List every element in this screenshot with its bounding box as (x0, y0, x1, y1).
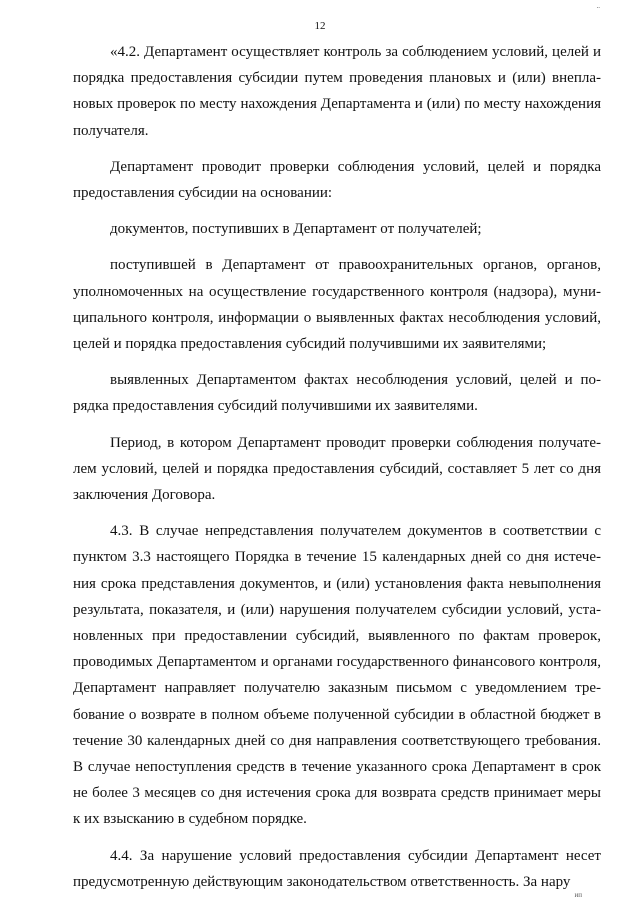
paragraph-inspection-basis: Департамент проводит проверки соблюдения условий, целей и порядка предоставления субсидии на основании: (73, 158, 601, 202)
paragraph-basis-information: поступившей в Департамент от правоохранительных органов, органов, уполномоченных на осуществление государственного контроля (надзора), муниципального контроля, информации о выявленных фактах несоблюдения условий, целей и порядка предоставления субсидий получившими их заявителями; (73, 257, 601, 353)
paragraph-4-4: 4.4. За нарушение условий предоставления субсидии Департамент несет предусмотренную действующим законодательством ответственность. За нару (73, 847, 601, 890)
paragraph-basis-identified-facts: выявленных Департаментом фактах несоблюдения условий, целей и порядка предоставления субсидий получившими их заявителями. (73, 372, 601, 415)
corner-mark-bottom: ип (574, 891, 582, 899)
paragraph-inspection-period: Период, в котором Департамент проводит проверки соблюдения получателем условий, целей и порядка предоставления субсидий, составляет 5 лет со дня заключения Договора. (73, 434, 601, 504)
document-body (73, 39, 601, 905)
paragraph-basis-documents: документов, поступивших в Департамент от получателей; (110, 221, 482, 238)
corner-mark-top: .. (596, 2, 600, 10)
paragraph-4-2: «4.2. Департамент осуществляет контроль за соблюдением условий, целей и порядка предоставления субсидии путем проведения плановых и (или) внеплановых проверок по месту нахождения Департамента и (или) по месту нахождения получателя. (73, 44, 601, 139)
page-number: 12 (314, 20, 326, 32)
paragraph-4-3: 4.3. В случае непредставления получателем документов в соответствии с пунктом 3.3 настоящего Порядка в течение 15 календарных дней со дня истечения срока представления документов, и (или) установления факта невыполнения результата, показателя, и (или) нарушения получателем субсидии условий, установленных при предоставлении субсидий, выявленного по фактам проверок, проводимых Департаментом и органами государственного финансового контроля, Департамент направляет получателю заказным письмом с уведомлением требование о возврате в полном объеме полученной субсидии в областной бюджет в течение 30 календарных дней со дня направления соответствующего требования. В случае непоступления средств в течение указанного срока Департамент в срок не более 3 месяцев со дня истечения срока для возврата средств принимает меры к их взысканию в судебном порядке. (73, 523, 601, 828)
